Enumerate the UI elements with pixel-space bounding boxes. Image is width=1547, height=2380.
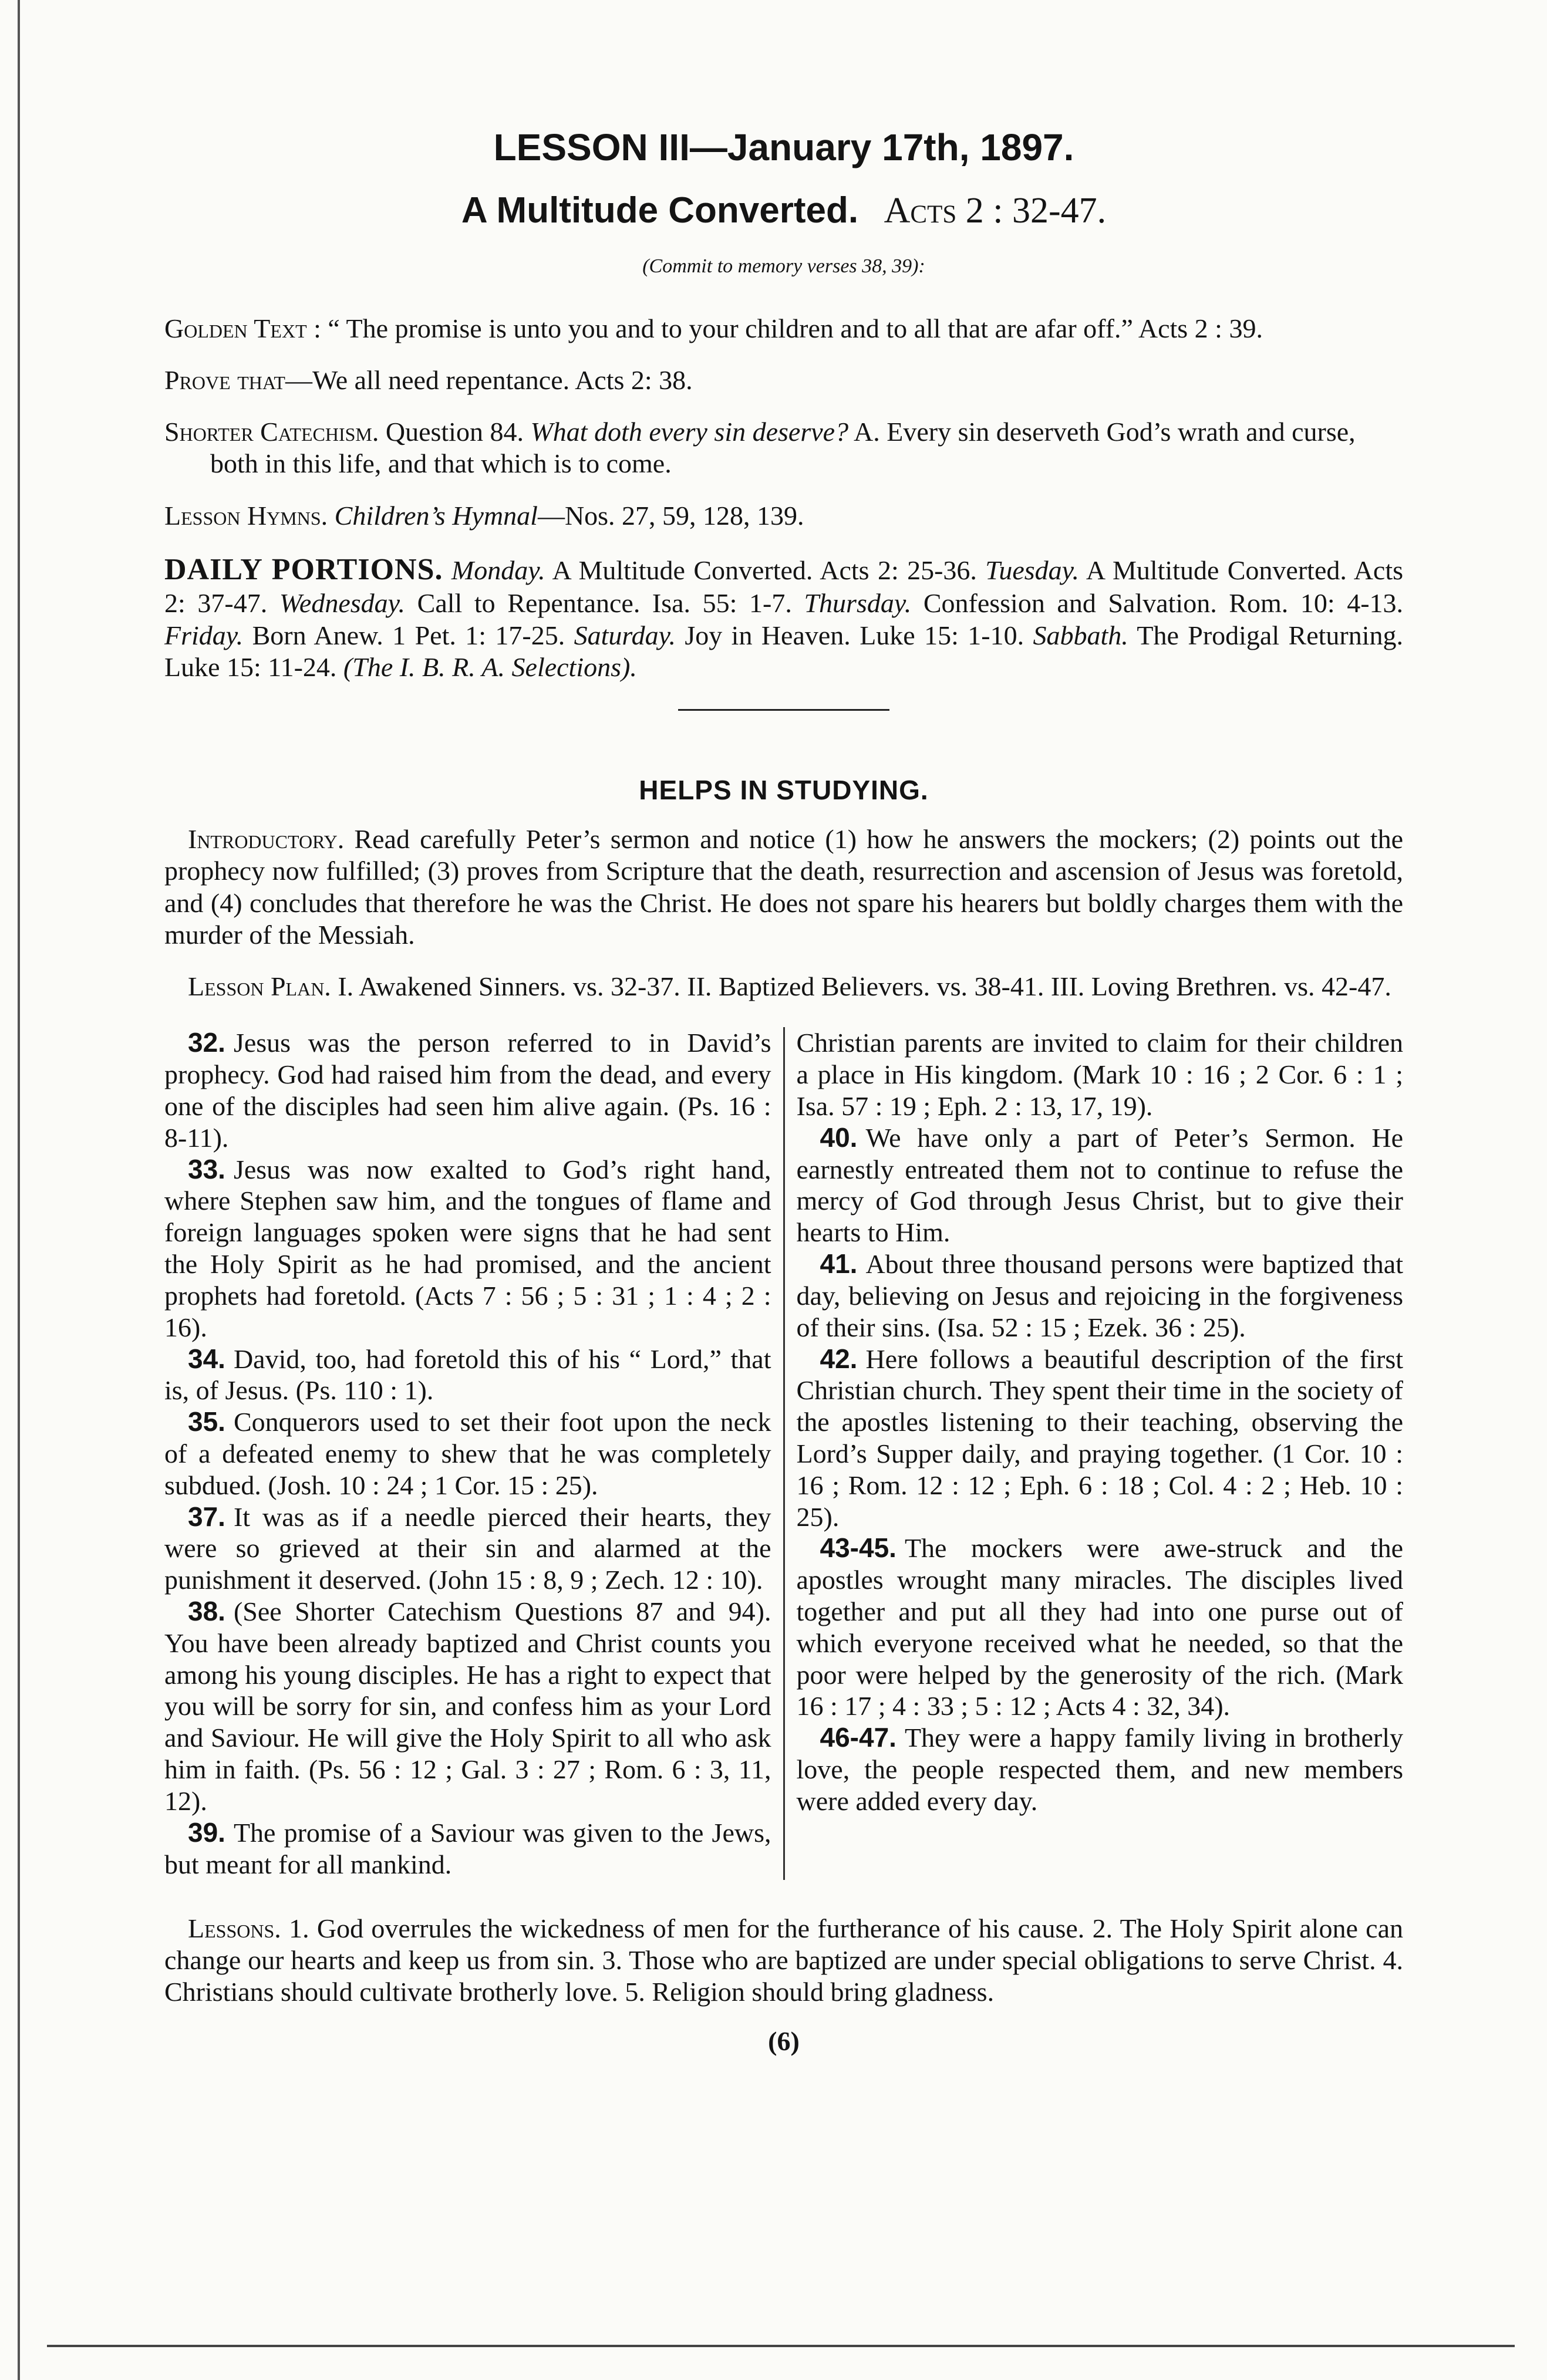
daily-portion-day: Friday. xyxy=(164,620,244,650)
daily-portion-day: Wednesday. xyxy=(279,588,406,619)
golden-text-body: “ The promise is unto you and to your children and to all that are afar off.” Acts 2 : 39. xyxy=(328,313,1263,343)
daily-portion-text: A Multitude Converted. Acts 2: 37-47. xyxy=(164,555,1404,619)
lessons-paragraph xyxy=(164,1913,1403,2007)
verse-note-text: We have only a part of Peter’s Sermon. He earnestly entreated them not to continue to refuse the mercy of God through Jesus Christ, but to give their hearts to Him. xyxy=(796,1122,1403,1248)
catechism-label: Shorter Catechism. xyxy=(164,417,379,447)
verse-notes-right-column xyxy=(785,1027,1404,1880)
bottom-rule xyxy=(47,2345,1515,2347)
left-margin-rule xyxy=(18,0,20,2380)
lessons-label: Lessons. xyxy=(188,1913,281,1944)
shorter-catechism xyxy=(164,416,1403,480)
daily-portion-day: Monday. xyxy=(451,555,545,585)
hymnal-title: Children’s Hymnal xyxy=(334,500,538,531)
lesson-subtitle xyxy=(164,190,1403,232)
verse-number: 35. xyxy=(188,1406,225,1437)
verse-note xyxy=(164,1343,771,1407)
introductory-label: Introductory. xyxy=(188,824,345,855)
daily-portion-text: Confession and Salvation. Rom. 10: 4-13. xyxy=(923,588,1404,619)
verse-note-text: (See Shorter Catechism Questions 87 and 94). You have been already baptized and Christ counts you among his young disciples. He has a right to expect that you will be sorry for sin, and confess him as your Lord and Saviour. He will give the Holy Spirit to all who ask him in faith. (Ps. 56 : 12 ; Gal. 3 : 27 ; Rom. 6 : 3, 11, 12). xyxy=(164,1596,771,1816)
verse-note-text: The promise of a Saviour was given to the Jews, but meant for all mankind. xyxy=(164,1817,771,1879)
verse-note-text: They were a happy family living in brotherly love, the people respected them, and new members were added every day. xyxy=(796,1723,1403,1816)
verse-notes-left-column xyxy=(164,1027,785,1880)
verse-note xyxy=(164,1596,771,1817)
catechism-answer: A. Every sin deserveth God’s wrath and curse, both in this life, and that which is to come. xyxy=(210,417,1356,479)
verse-note-text: Jesus was now exalted to God’s right hand, where Stephen saw him, and the tongues of flame and foreign languages spoken were signs that he had sent the Holy Spirit as he had promised, and the ancient prophets had foretold. (Acts 7 : 56 ; 5 : 31 ; 1 : 4 ; 2 : 16). xyxy=(164,1154,771,1342)
verse-number: 41. xyxy=(820,1248,858,1280)
daily-portion-text: Joy in Heaven. Luke 15: 1-10. xyxy=(685,620,1024,650)
daily-portions xyxy=(164,552,1403,683)
verse-39-continuation: Christian parents are invited to claim for their children a place in His kingdom. (Mark 10 : 16 ; 2 Cor. 6 : 1 ; Isa. 57 : 19 ; Eph. 2 : 13, 17, 19). xyxy=(796,1028,1403,1122)
lesson-scripture-reference: Acts 2 : 32-47. xyxy=(884,190,1107,231)
verse-number: 43-45. xyxy=(820,1532,896,1564)
verse-note-text: It was as if a needle pierced their hearts, they were so grieved at their sin and alarmed at the punishment it deserved. (John 15 : 8, 9 ; Zech. 12 : 10). xyxy=(164,1501,771,1595)
verse-number: 40. xyxy=(820,1122,858,1153)
memory-verses-note: (Commit to memory verses 38, 39): xyxy=(642,255,925,277)
verse-note xyxy=(797,1122,1404,1248)
verse-number: 39. xyxy=(188,1817,225,1848)
lesson-page xyxy=(164,126,1403,2057)
verse-note xyxy=(797,1343,1404,1533)
daily-portion-text: A Multitude Converted. Acts 2: 25-36. xyxy=(552,555,977,585)
section-divider xyxy=(678,709,889,711)
daily-portion-day: Thursday. xyxy=(804,588,912,619)
lesson-plan-label: Lesson Plan. xyxy=(188,971,331,1002)
hymn-numbers: —Nos. 27, 59, 128, 139. xyxy=(537,500,804,531)
verse-note-text: Here follows a beautiful description of the first Christian church. They spent their time in the society of the apostles listening to their teaching, observing the Lord’s Supper daily, and praying together. (1 Cor. 10 : 16 ; Rom. 12 : 12 ; Eph. 6 : 18 ; Col. 4 : 2 ; Heb. 10 : 25). xyxy=(796,1343,1403,1532)
daily-portion-text: The Prodigal Returning. Luke 15: 11-24. xyxy=(164,620,1403,682)
catechism-question: What doth every sin deserve? xyxy=(530,417,849,447)
hymns-label: Lesson Hymns. xyxy=(164,500,328,531)
verse-note xyxy=(164,1027,771,1153)
verse-note-text: About three thousand persons were baptized that day, believing on Jesus and rejoicing in the forgiveness of their sins. (Isa. 52 : 15 ; Ezek. 36 : 25). xyxy=(796,1249,1403,1342)
page-number: (6) xyxy=(768,2025,800,2056)
introductory-text: Read carefully Peter’s sermon and notice (1) how he answers the mockers; (2) points out the prophecy now fulfilled; (3) proves from Scripture that the death, resurrection and ascension of Jesus was foretold, and (4) concludes that therefore he was the Christ. He does not spare his hearers but boldly charges them with the murder of the Messiah. xyxy=(164,824,1404,950)
daily-portion-text: Call to Repentance. Isa. 55: 1-7. xyxy=(417,588,792,619)
helps-heading: HELPS IN STUDYING. xyxy=(639,775,929,806)
verse-number: 37. xyxy=(188,1501,225,1532)
daily-portion-text: Born Anew. 1 Pet. 1: 17-25. xyxy=(252,620,565,650)
verse-number: 42. xyxy=(820,1343,858,1374)
verse-note-text: David, too, had foretold this of his “ Lord,” that is, of Jesus. (Ps. 110 : 1). xyxy=(164,1343,771,1406)
daily-portions-selections: (The I. B. R. A. Selections). xyxy=(343,651,637,682)
daily-portion-day: Tuesday. xyxy=(985,555,1080,585)
daily-portions-label: DAILY PORTIONS. xyxy=(164,552,443,586)
verse-notes-columns xyxy=(164,1027,1403,1880)
lesson-hymns xyxy=(164,500,1403,532)
verse-note-text: Jesus was the person referred to in David’s prophecy. God had raised him from the dead, and every one of the disciples had seen him alive again. (Ps. 16 : 8-11). xyxy=(164,1028,771,1153)
verse-note-text: The mockers were awe-struck and the apostles wrought many miracles. The disciples lived together and put all they had into one purse out of which everyone received what he needed, so that the poor were helped by the generosity of the rich. (Mark 16 : 17 ; 4 : 33 ; 5 : 12 ; Acts 4 : 32, 34). xyxy=(796,1533,1403,1721)
lesson-title: LESSON III—January 17th, 1897. xyxy=(493,126,1074,168)
prove-that xyxy=(164,364,1403,396)
verse-note xyxy=(797,1722,1404,1817)
verse-note xyxy=(164,1501,771,1596)
verse-note-text: Conquerors used to set their foot upon the neck of a defeated enemy to shew that he was completely subdued. (Josh. 10 : 24 ; 1 Cor. 15 : 25). xyxy=(164,1407,771,1500)
golden-text xyxy=(164,313,1403,345)
verse-note xyxy=(164,1406,771,1501)
verse-note xyxy=(164,1154,771,1343)
prove-that-body: We all need repentance. Acts 2: 38. xyxy=(312,364,693,395)
verse-number: 34. xyxy=(188,1343,225,1374)
catechism-question-number: Question 84. xyxy=(385,417,524,447)
introductory-paragraph xyxy=(164,823,1403,951)
daily-portion-day: Sabbath. xyxy=(1033,620,1128,650)
lesson-topic: A Multitude Converted. xyxy=(461,190,859,231)
verse-number: 38. xyxy=(188,1596,225,1627)
verse-number: 32. xyxy=(188,1027,225,1058)
lesson-plan xyxy=(164,971,1403,1002)
golden-text-label: Golden Text : xyxy=(164,313,321,343)
lessons-text: 1. God overrules the wickedness of men for the furtherance of his cause. 2. The Holy Spirit alone can change our hearts and keep us from sin. 3. Those who are baptized are under special obligations to serve Christ. 4. Christians should cultivate brotherly love. 5. Religion should bring gladness. xyxy=(164,1913,1404,2007)
lesson-plan-text: I. Awakened Sinners. vs. 32-37. II. Baptized Believers. vs. 38-41. III. Loving Brethren. vs. 42-47. xyxy=(338,971,1391,1002)
verse-note xyxy=(164,1817,771,1881)
daily-portion-day: Saturday. xyxy=(574,620,676,650)
verse-number: 33. xyxy=(188,1153,225,1184)
verse-number: 46-47. xyxy=(820,1722,896,1753)
prove-that-label: Prove that— xyxy=(164,364,312,395)
verse-note xyxy=(797,1532,1404,1722)
verse-note xyxy=(797,1248,1404,1343)
